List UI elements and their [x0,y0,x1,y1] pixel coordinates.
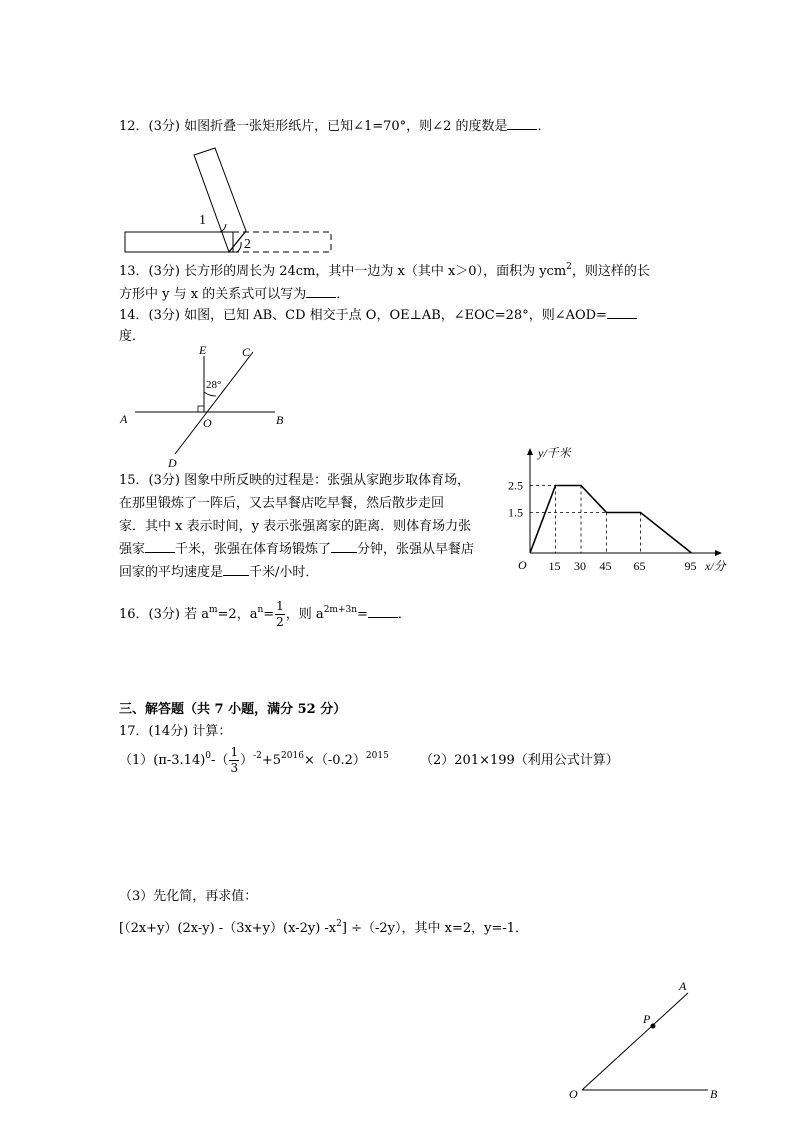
label-O: O [203,416,212,430]
answer-blank [507,117,537,130]
q17-part3: [（2x+y）(2x-y) -（3x+y）(x-2y) $-x^2] \div(-2y)$，其中 x=2，y=-1． [119,919,529,936]
angle-aob-figure [560,975,740,1105]
label-B: B [276,413,284,427]
label-A: A [679,979,687,993]
x-tick-label: 95 [684,559,697,573]
origin-label: O [518,558,527,572]
question-14-line2: 度． [119,329,146,344]
label-P: P [643,1012,651,1026]
question-14: 14．(3分) 如图，已知 AB、CD 相交于点 O，OE⊥AB，∠EOC=28°，则∠AOD= [119,306,637,326]
answer-blank [145,540,175,553]
angle-2-label: 2 [244,237,251,252]
y-axis-label: y/千米 [538,446,571,460]
q17-part2: （2）201×199（利用公式计算） [420,753,619,768]
answer-blank [368,605,398,618]
distance-series-line [530,486,692,554]
folded-paper-figure [118,145,338,257]
x-tick-label: 45 [599,559,612,573]
x-axis-label: x/分 [705,559,726,573]
label-E: E [199,343,207,357]
intersecting-lines-figure [115,342,300,472]
x-axis-arrow [715,550,722,556]
angle-28-label: 28° [206,379,222,391]
x-tick-label: 30 [574,559,586,573]
point-P [651,1024,656,1029]
question-15: 15．(3分) 图象中所反映的过程是：张强从家跑步取体育场， [119,473,471,488]
label-A: A [120,412,128,426]
distance-time-chart [505,440,745,580]
y-tick-label: 1.5 [508,505,523,520]
question-17: 17．(14分) 计算： [119,724,232,739]
label-D: D [168,456,177,470]
q17-part1: $(1)(\pi-3.14)^0-$（ $\frac{1}{3}$ ）$^{-2}+5^{2016}\times(-0.2)^{2015}$ [119,745,389,775]
fraction: $\frac{1}{3}$ [230,745,239,775]
y-axis-arrow [527,448,533,455]
answer-blank [223,563,249,576]
y-tick-label: 2.5 [508,478,523,493]
label-O: O [569,1087,578,1101]
question-16: 16．(3分) 若 $a^m=2$，$a^n=$ $\frac{1}{2}$ ，则 $a^{2m+3n}=$ ． [119,599,411,629]
question-12: 12．(3分) 如图折叠一张矩形纸片，已知∠1=70°，则∠2 的度数是 ． [119,119,551,134]
answer-blank [607,306,637,319]
angle-1-label: 1 [199,213,206,228]
q17-part3-head: （3）先化简，再求值： [119,889,258,904]
x-tick-label: 65 [633,559,646,573]
answer-blank [306,285,336,298]
question-13: 13．(3分) 长方形的周长为 24cm，其中一边为 x（其中 x＞0），面积为 ycm$^2$，则这样的长 [119,262,650,279]
section-title: 三、解答题（共 7 小题，满分 52 分） [119,702,347,717]
answer-blank [331,540,357,553]
question-13-line2: 方形中 y 与 x 的关系式可以写为 ． [119,287,350,302]
label-C: C [242,345,251,359]
q12-text: 12．(3分) 如图折叠一张矩形纸片，已知∠1=70°，则∠2 的度数是 [119,119,508,134]
label-B: B [710,1087,718,1101]
fraction: $\frac{1}{2}$ [276,599,284,629]
x-tick-label: 15 [548,559,561,573]
